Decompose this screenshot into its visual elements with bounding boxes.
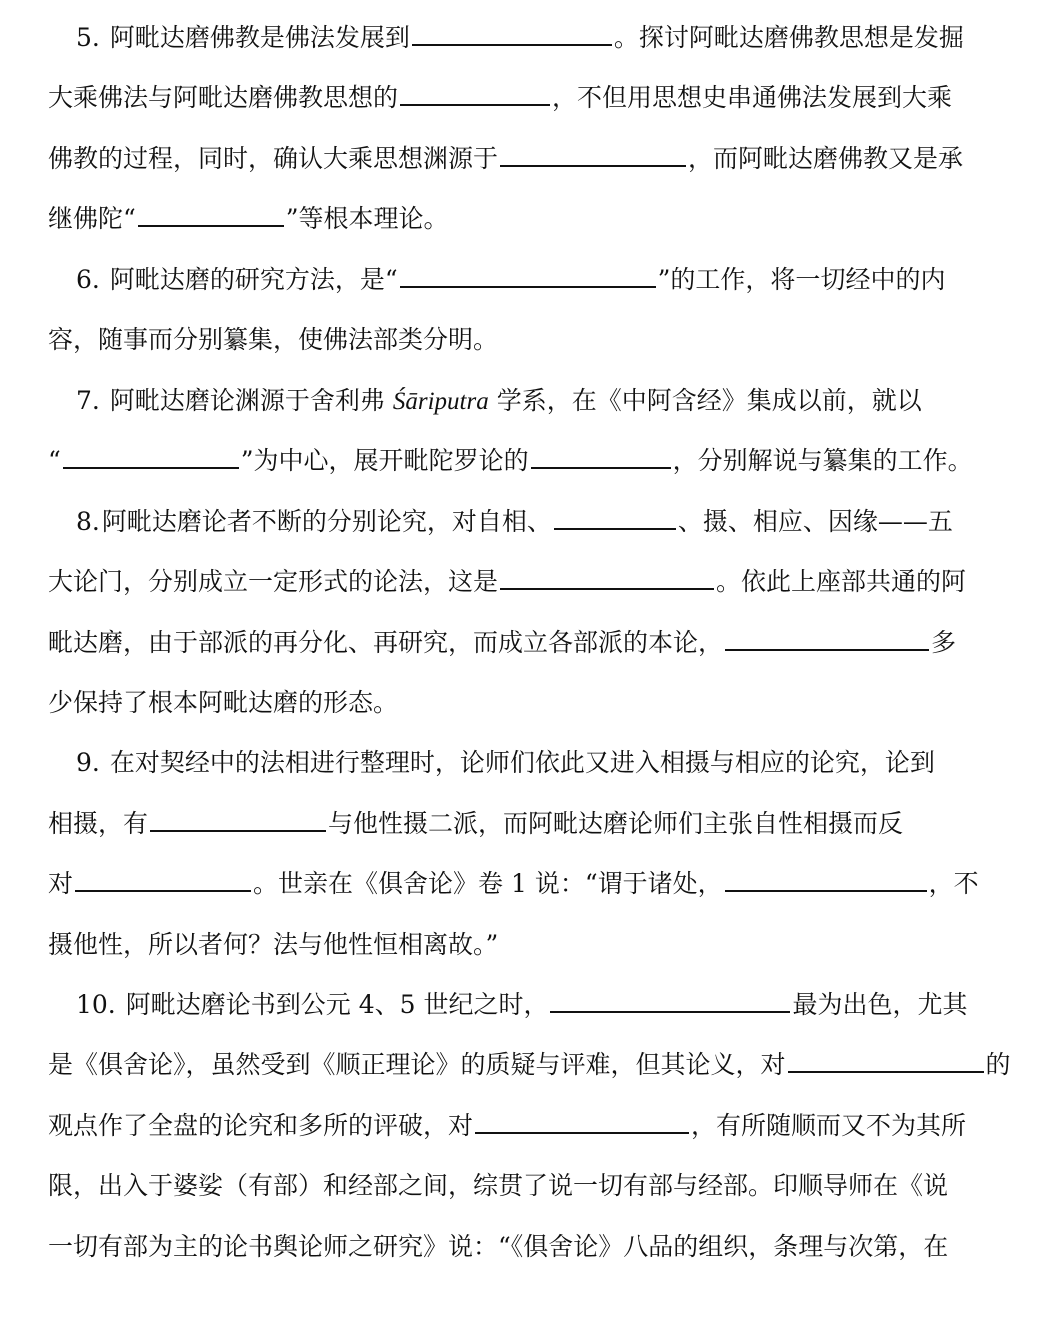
- q9-blank-2[interactable]: [75, 868, 251, 892]
- q10-line-4: [48, 1166, 1018, 1206]
- q9-line-4: [48, 925, 1018, 965]
- q8-text: 阿毗达磨论者不断的分别论究，对自相、: [101, 507, 552, 536]
- q9-text: ，不: [928, 869, 979, 898]
- q7-blank-2[interactable]: [531, 445, 671, 469]
- q10-text: ，有所随顺而又不为其所: [691, 1111, 967, 1140]
- q10-blank-2[interactable]: [788, 1049, 984, 1073]
- q5-text: 继佛陀“: [48, 204, 136, 233]
- q5-text: ，不但用思想史串通佛法发展到大乘: [552, 83, 953, 112]
- q10-text: 限，出入于婆娑（有部）和经部之间，综贯了说一切有部与经部。印顺导师在《说: [48, 1171, 949, 1200]
- q7-text: “: [48, 446, 61, 475]
- q5-blank-4[interactable]: [138, 203, 284, 227]
- q5-number: 5.: [76, 23, 100, 52]
- q10-text: 是《俱舍论》，虽然受到《顺正理论》的质疑与评难，但其论义，对: [48, 1050, 786, 1079]
- q7-line-1: [48, 381, 1018, 421]
- q8-text: 多: [931, 628, 957, 657]
- q8-blank-3[interactable]: [725, 627, 929, 651]
- q5-blank-2[interactable]: [400, 82, 550, 106]
- q8-text: 毗达磨，由于部派的再分化、再研究，而成立各部派的本论，: [48, 628, 724, 657]
- q7-text: ，分别解说与纂集的工作。: [672, 446, 973, 475]
- q6-line-2: [48, 320, 1018, 360]
- q8-line-2: [48, 562, 1018, 602]
- q6-blank-1[interactable]: [400, 264, 656, 288]
- q9-line-1: [48, 743, 1018, 783]
- q6-text: 容，随事而分别纂集，使佛法部类分明。: [48, 325, 499, 354]
- q10-text: 阿毗达磨论书到公元 4、5 世纪之时，: [125, 990, 549, 1019]
- q9-line-2: [48, 804, 1018, 844]
- q5-text: 阿毗达磨佛教是佛法发展到: [109, 23, 410, 52]
- q10-blank-3[interactable]: [475, 1110, 689, 1134]
- q5-blank-1[interactable]: [412, 22, 612, 46]
- q8-blank-1[interactable]: [554, 506, 676, 530]
- q9-text: 摄他性，所以者何？法与他性恒相离故。”: [48, 930, 499, 959]
- q8-blank-2[interactable]: [500, 566, 714, 590]
- q5-line-1: [48, 18, 1018, 58]
- q6-number: 6.: [76, 265, 100, 294]
- q9-text: 。世亲在《俱舍论》卷 1 说：“谓于诸处，: [253, 869, 723, 898]
- q9-text: 在对契经中的法相进行整理时，论师们依此又进入相摄与相应的论究，论到: [109, 748, 935, 777]
- q7-number: 7.: [76, 386, 100, 415]
- q5-line-2: [48, 78, 1018, 118]
- q7-latin-term: Śāriputra: [392, 388, 489, 415]
- q10-text: 一切有部为主的论书舆论师之研究》说：“《俱舍论》八品的组织，条理与次第，在: [48, 1232, 949, 1261]
- q7-text: ”为中心，展开毗陀罗论的: [240, 446, 529, 475]
- q10-blank-1[interactable]: [550, 989, 790, 1013]
- q8-text: 。依此上座部共通的阿: [716, 567, 967, 596]
- q9-number: 9.: [76, 748, 100, 777]
- q5-text: 。探讨阿毗达磨佛教思想是发掘: [613, 23, 964, 52]
- q5-text: 大乘佛法与阿毗达磨佛教思想的: [48, 83, 399, 112]
- q5-text: ”等根本理论。: [285, 204, 449, 233]
- q10-text: 的: [985, 1050, 1011, 1079]
- q10-line-3: [48, 1106, 1018, 1146]
- q9-line-3: [48, 864, 1018, 904]
- q9-text: 与他性摄二派，而阿毗达磨论师们主张自性相摄而反: [328, 809, 904, 838]
- q5-blank-3[interactable]: [500, 143, 686, 167]
- q7-text: 学系，在《中阿含经》集成以前，就以: [496, 386, 922, 415]
- q7-line-2: [48, 441, 1018, 481]
- q7-blank-1[interactable]: [63, 445, 239, 469]
- q9-text: 相摄，有: [48, 809, 149, 838]
- q8-line-4: [48, 683, 1018, 723]
- q8-line-1: [48, 502, 1018, 542]
- q6-text: 阿毗达磨的研究方法，是“: [109, 265, 398, 294]
- q8-number: 8.: [76, 507, 100, 536]
- q10-number: 10.: [76, 990, 116, 1019]
- q10-line-1: [48, 985, 1018, 1025]
- q10-text: 观点作了全盘的论究和多所的评破，对: [48, 1111, 474, 1140]
- q8-text: 大论门，分别成立一定形式的论法，这是: [48, 567, 499, 596]
- q5-line-3: [48, 139, 1018, 179]
- q7-text: 阿毗达磨论渊源于舍利弗: [109, 386, 385, 415]
- q9-text: 对: [48, 869, 74, 898]
- q9-blank-1[interactable]: [150, 808, 326, 832]
- q10-line-5: [48, 1227, 1018, 1267]
- q9-blank-3[interactable]: [725, 868, 927, 892]
- q6-line-1: [48, 260, 1018, 300]
- q5-text: 佛教的过程，同时，确认大乘思想渊源于: [48, 144, 499, 173]
- q10-line-2: [48, 1045, 1018, 1085]
- q5-line-4: [48, 199, 1018, 239]
- q8-text: 、摄、相应、因缘——五: [677, 507, 953, 536]
- q5-text: ，而阿毗达磨佛教又是承: [688, 144, 964, 173]
- q8-line-3: [48, 623, 1018, 663]
- q6-text: ”的工作，将一切经中的内: [657, 265, 946, 294]
- q10-text: 最为出色，尤其: [792, 990, 968, 1019]
- q8-text: 少保持了根本阿毗达磨的形态。: [48, 688, 399, 717]
